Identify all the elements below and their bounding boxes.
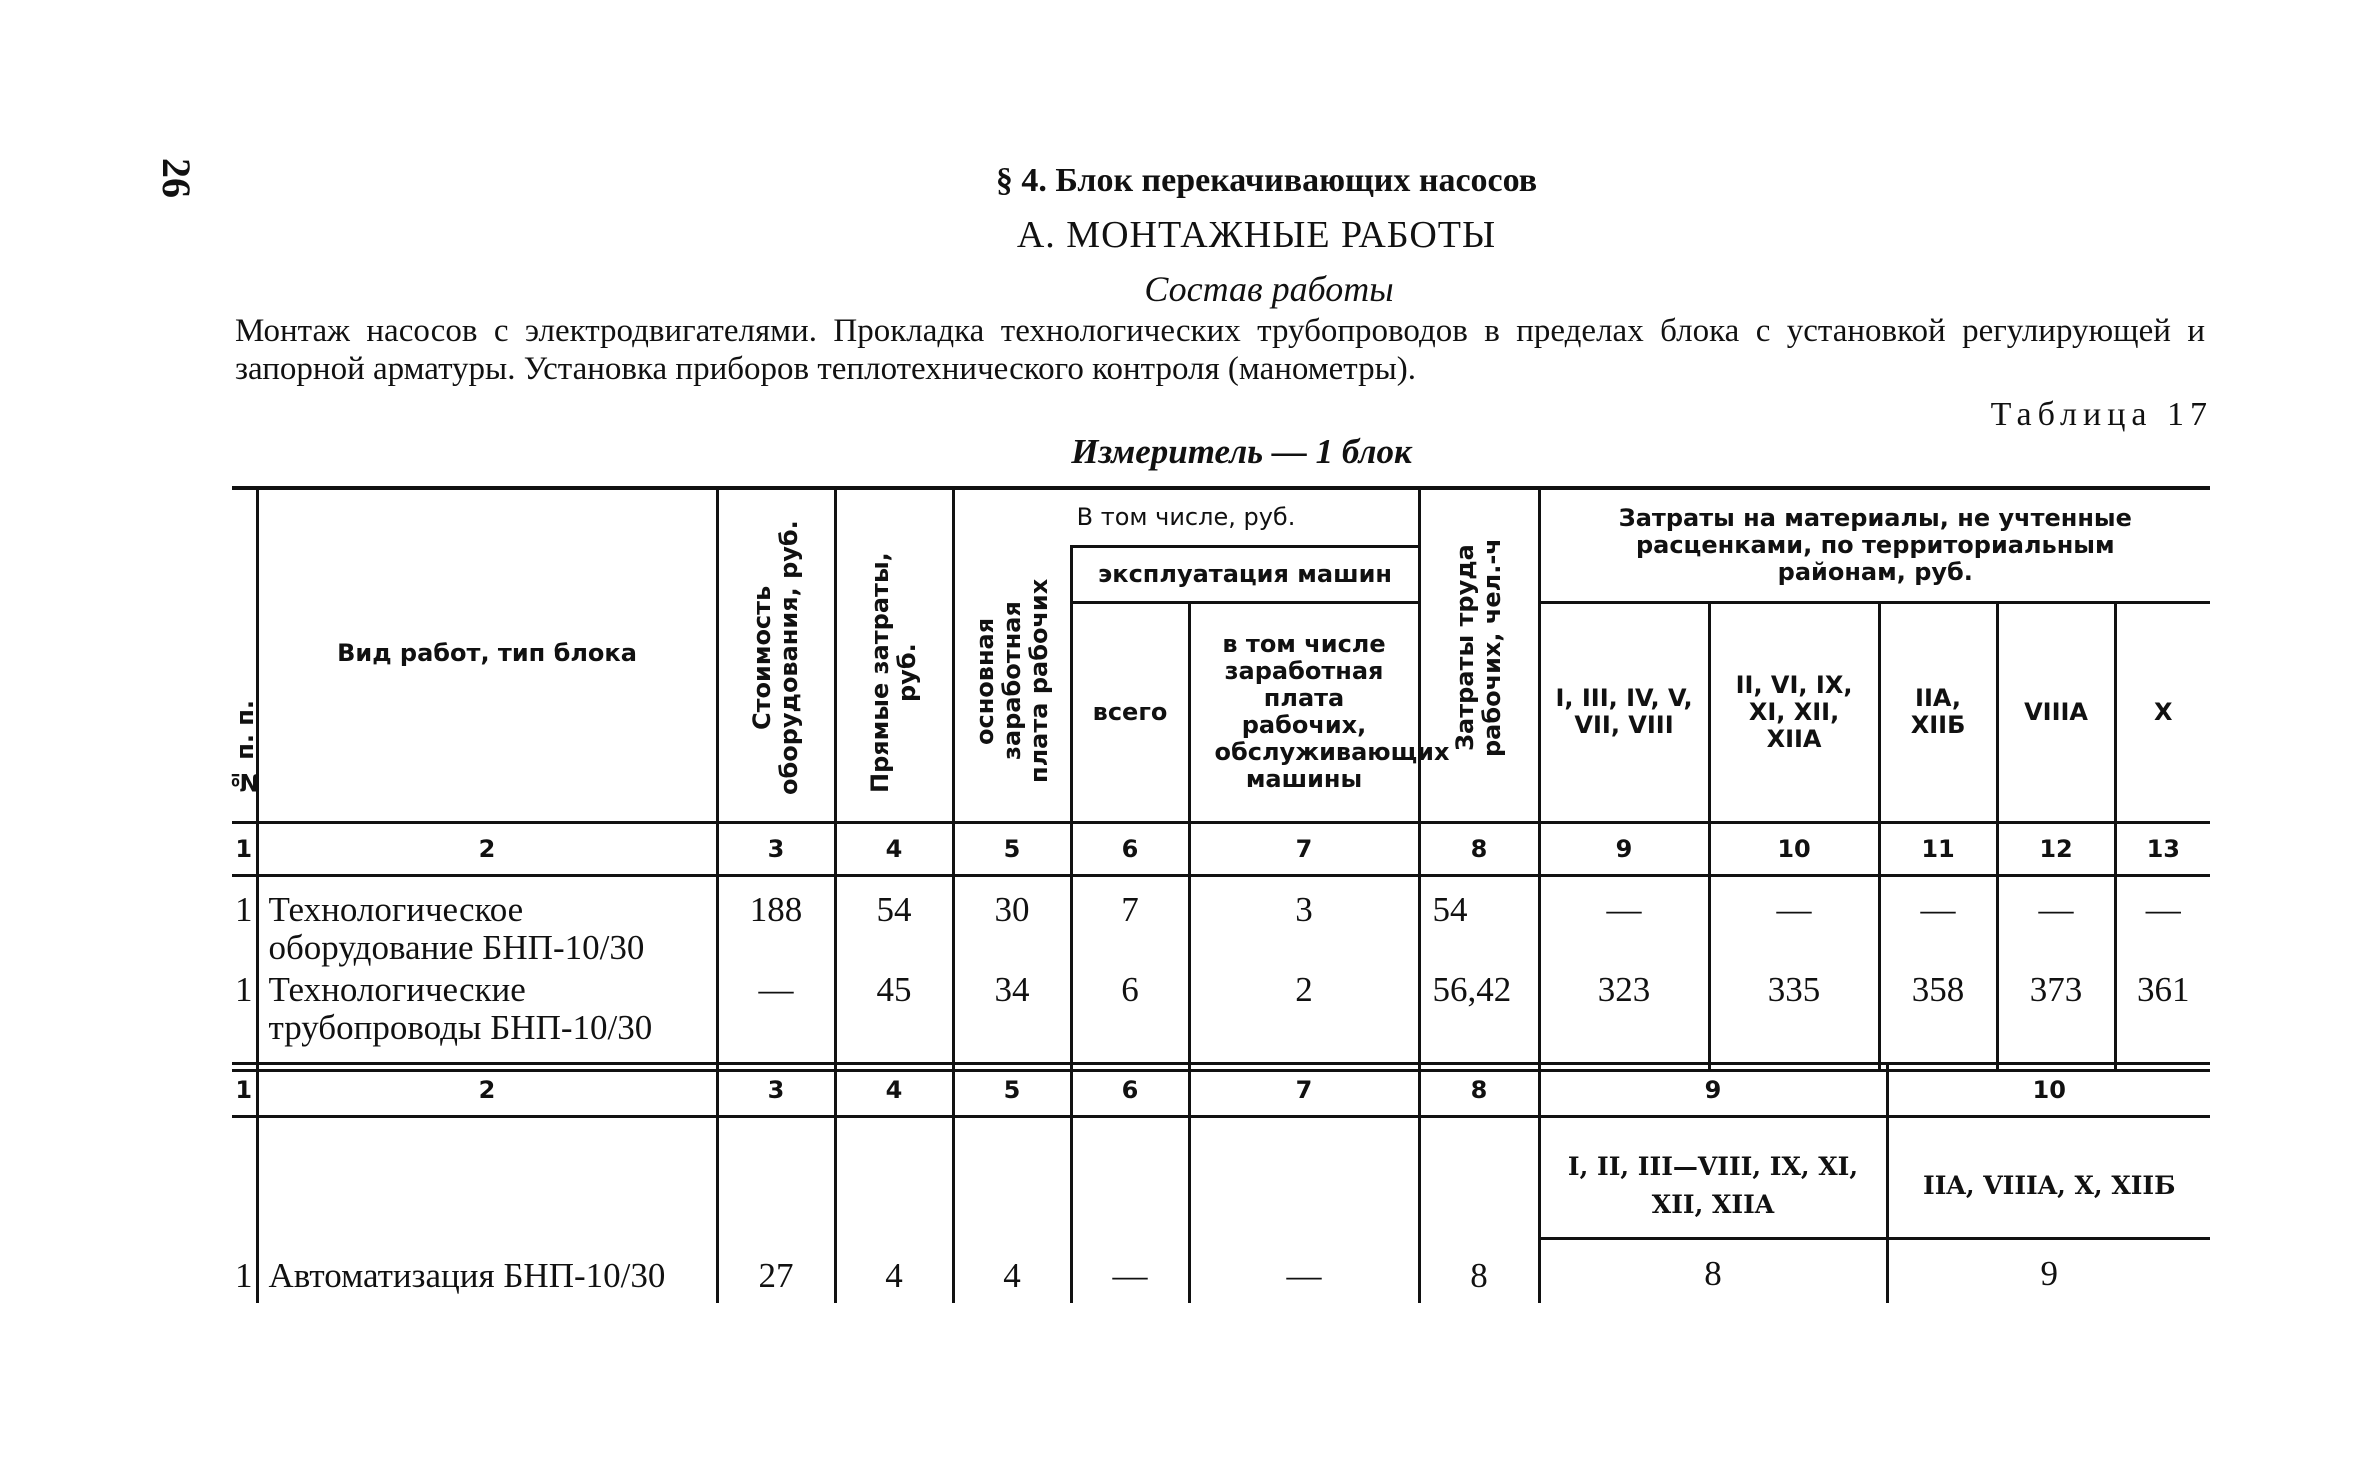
table-row bbox=[232, 967, 2210, 1071]
table-caption: Таблица 17 bbox=[1990, 396, 2213, 433]
row-region-1: 323 bbox=[1539, 967, 1709, 1071]
header-num: № п. п. bbox=[232, 488, 257, 822]
row-region-2: — bbox=[1709, 875, 1879, 967]
work-composition-title: Состав работы bbox=[1144, 269, 1394, 309]
column-number: 8 bbox=[1419, 1064, 1539, 1117]
row-direct: 4 bbox=[835, 1135, 953, 1303]
work-composition-text: Монтаж насосов с электродвигателями. Прокладка технологических трубопроводов в пределах блока с установкой регулирующей и запорной арматуры. Установка приборов теплотехнического контроля (манометры). bbox=[235, 313, 2205, 387]
row-labor: 54 bbox=[1419, 875, 1539, 967]
row-num: 1 bbox=[232, 875, 257, 967]
column-number: 10 bbox=[1887, 1064, 2210, 1117]
column-number: 4 bbox=[835, 1064, 953, 1117]
header-work-type: Вид работ, тип блока bbox=[257, 488, 717, 822]
column-number: 9 bbox=[1539, 822, 1709, 875]
header-region-4: VIIIA bbox=[1997, 602, 2115, 822]
header-machine-total: всего bbox=[1071, 602, 1189, 822]
header-region-5: X bbox=[2115, 602, 2210, 822]
header-materials: Затраты на материалы, не учтенные расценками, по территориальным районам, руб. bbox=[1539, 488, 2210, 602]
row-labor: 8 bbox=[1419, 1135, 1539, 1303]
row-num: 1 bbox=[232, 1135, 257, 1303]
table-row bbox=[232, 875, 2210, 967]
column-number: 6 bbox=[1071, 822, 1189, 875]
cost-table-automation bbox=[232, 1062, 2210, 1303]
header-region-2: II, VI, IX, XI, XII, XIIA bbox=[1709, 602, 1879, 822]
header-region-3: IIA, XIIБ bbox=[1879, 602, 1997, 822]
column-number: 5 bbox=[953, 1064, 1071, 1117]
column-number: 1 bbox=[232, 822, 257, 875]
row-region-5: — bbox=[2115, 875, 2210, 967]
column-number: 4 bbox=[835, 822, 953, 875]
row-salary: 34 bbox=[953, 967, 1071, 1071]
row-equipment: 188 bbox=[717, 875, 835, 967]
column-number: 12 bbox=[1997, 822, 2115, 875]
row-machine: — bbox=[1071, 1135, 1189, 1303]
row-labor: 56,42 bbox=[1419, 967, 1539, 1071]
row-equipment: 27 bbox=[717, 1135, 835, 1303]
header-including: В том числе, руб. bbox=[953, 488, 1419, 546]
header-machine-operation: эксплуатация машин bbox=[1071, 546, 1419, 602]
header-direct-costs: Прямые затраты, руб. bbox=[835, 488, 953, 822]
part-title: А. МОНТАЖНЫЕ РАБОТЫ bbox=[1016, 214, 1497, 256]
column-number: 13 bbox=[2115, 822, 2210, 875]
row-salary: 30 bbox=[953, 875, 1071, 967]
row-machine-salary: 2 bbox=[1189, 967, 1419, 1071]
row-region-5: 361 bbox=[2115, 967, 2210, 1071]
header-labor-costs: Затраты труда рабочих, чел.-ч bbox=[1419, 488, 1539, 822]
column-number: 9 bbox=[1539, 1064, 1887, 1117]
row-name: Автоматизация БНП-10/30 bbox=[257, 1135, 717, 1303]
row-region-2: 335 bbox=[1709, 967, 1879, 1071]
row-num: 1 bbox=[232, 967, 257, 1071]
column-number: 5 bbox=[953, 822, 1071, 875]
column-number: 7 bbox=[1189, 1064, 1419, 1117]
row-machine-salary: 3 bbox=[1189, 875, 1419, 967]
page-number: 26 bbox=[154, 158, 199, 198]
row-machine: 6 bbox=[1071, 967, 1189, 1071]
header-equipment-cost: Стоимость оборудования, руб. bbox=[717, 488, 835, 822]
section-title: § 4. Блок перекачивающих насосов bbox=[995, 162, 1538, 199]
header-region-1: I, III, IV, V, VII, VIII bbox=[1539, 602, 1709, 822]
header-region-group-2: IIA, VIIIA, X, XIIБ bbox=[1887, 1135, 2210, 1239]
row-direct: 45 bbox=[835, 967, 953, 1071]
column-number: 6 bbox=[1071, 1064, 1189, 1117]
row-region-3: — bbox=[1879, 875, 1997, 967]
column-number: 8 bbox=[1419, 822, 1539, 875]
row-direct: 54 bbox=[835, 875, 953, 967]
row-salary: 4 bbox=[953, 1135, 1071, 1303]
header-base-salary: основная заработная плата рабочих bbox=[953, 546, 1071, 822]
row-region-group-2: 9 bbox=[1887, 1239, 2210, 1303]
table-meter: Измеритель — 1 блок bbox=[1071, 432, 1412, 471]
row-name: Технологическое оборудование БНП-10/30 bbox=[257, 875, 717, 967]
row-machine-salary: — bbox=[1189, 1135, 1419, 1303]
cost-table-main bbox=[232, 486, 2210, 1072]
row-region-1: — bbox=[1539, 875, 1709, 967]
header-machine-salary: в том числе заработная плата рабочих, обслуживающих машины bbox=[1189, 602, 1419, 822]
row-equipment: — bbox=[717, 967, 835, 1071]
row-name: Технологические трубопроводы БНП-10/30 bbox=[257, 967, 717, 1071]
column-number: 3 bbox=[717, 1064, 835, 1117]
column-number: 2 bbox=[257, 1064, 717, 1117]
column-number: 7 bbox=[1189, 822, 1419, 875]
column-number: 1 bbox=[232, 1064, 257, 1117]
row-machine: 7 bbox=[1071, 875, 1189, 967]
column-number: 10 bbox=[1709, 822, 1879, 875]
row-region-3: 358 bbox=[1879, 967, 1997, 1071]
row-region-4: 373 bbox=[1997, 967, 2115, 1071]
column-number: 11 bbox=[1879, 822, 1997, 875]
column-number: 2 bbox=[257, 822, 717, 875]
row-region-4: — bbox=[1997, 875, 2115, 967]
header-region-group-1: I, II, III—VIII, IX, XI, XII, XIIA bbox=[1539, 1135, 1887, 1239]
column-number: 3 bbox=[717, 822, 835, 875]
row-region-group-1: 8 bbox=[1539, 1239, 1887, 1303]
